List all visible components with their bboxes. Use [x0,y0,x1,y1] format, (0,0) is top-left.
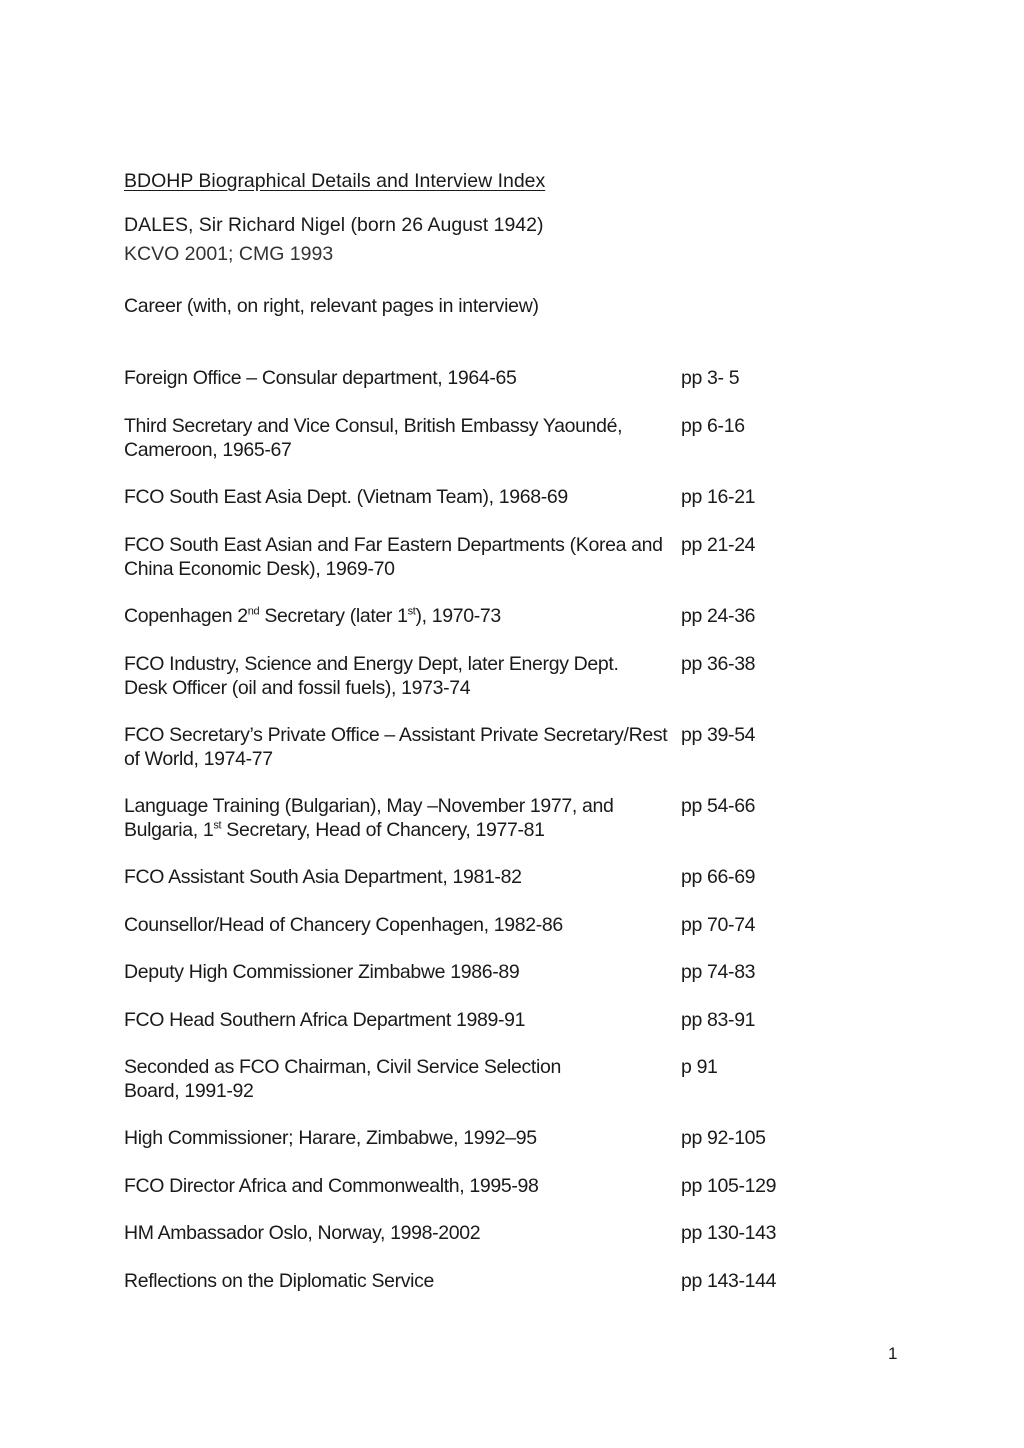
career-entry-pages: pp 21-24 [681,534,756,556]
subject-honours: KCVO 2001; CMG 1993 [124,243,334,265]
career-entry-pages: pp 3- 5 [681,367,740,389]
career-entry-description: FCO South East Asia Dept. (Vietnam Team), 1968-69 [124,486,568,508]
career-entry-pages: pp 36-38 [681,653,756,675]
career-entry-description: FCO Secretary’s Private Office – Assistant Private Secretary/Rest of World, 1974-77 [124,724,668,770]
career-entry-description: Reflections on the Diplomatic Service [124,1270,435,1292]
career-entry-description: Language Training (Bulgarian), May –November 1977, and Bulgaria, 1st Secretary, Head of Chancery, 1977-81 [124,795,614,841]
career-entry-description: Copenhagen 2nd Secretary (later 1st), 1970-73 [124,605,501,627]
career-entry-pages: pp 54-66 [681,795,756,817]
career-entry-description: Third Secretary and Vice Consul, British Embassy Yaoundé, Cameroon, 1965-67 [124,415,623,461]
career-entry-pages: pp 130-143 [681,1222,777,1244]
career-entry-description: Foreign Office – Consular department, 1964-65 [124,367,517,389]
career-entry-description: Counsellor/Head of Chancery Copenhagen, 1982-86 [124,914,563,936]
career-entry-description: FCO Director Africa and Commonwealth, 1995-98 [124,1175,539,1197]
subject-name: DALES, Sir Richard Nigel (born 26 August 1942) [124,214,544,236]
career-entry-pages: pp 39-54 [681,724,756,746]
career-entry-pages: pp 83-91 [681,1009,756,1031]
career-entry-description: HM Ambassador Oslo, Norway, 1998-2002 [124,1222,481,1244]
career-heading: Career (with, on right, relevant pages in interview) [124,295,539,317]
career-entry-pages: pp 6-16 [681,415,745,437]
career-entry-description: FCO Industry, Science and Energy Dept, later Energy Dept. Desk Officer (oil and fossil fuels), 1973-74 [124,653,619,699]
career-entry-pages: pp 24-36 [681,605,756,627]
career-entry-pages: pp 70-74 [681,914,756,936]
career-entry-description: Seconded as FCO Chairman, Civil Service Selection Board, 1991-92 [124,1056,561,1102]
career-entry-description: FCO Assistant South Asia Department, 1981-82 [124,866,522,888]
career-entry-description: Deputy High Commissioner Zimbabwe 1986-89 [124,961,520,983]
career-entry-description: High Commissioner; Harare, Zimbabwe, 1992–95 [124,1127,537,1149]
career-entry-pages: p 91 [681,1056,718,1078]
career-entry-pages: pp 16-21 [681,486,756,508]
career-entry-pages: pp 66-69 [681,866,756,888]
career-entry-pages: pp 74-83 [681,961,756,983]
career-entry-description: FCO Head Southern Africa Department 1989-91 [124,1009,526,1031]
career-entry-pages: pp 143-144 [681,1270,777,1292]
career-entry-description: FCO South East Asian and Far Eastern Departments (Korea and China Economic Desk), 1969-70 [124,534,663,580]
career-entry-pages: pp 92-105 [681,1127,766,1149]
career-entry-pages: pp 105-129 [681,1175,777,1197]
document-title: BDOHP Biographical Details and Interview Index [124,170,546,192]
page-number: 1 [888,1344,898,1363]
